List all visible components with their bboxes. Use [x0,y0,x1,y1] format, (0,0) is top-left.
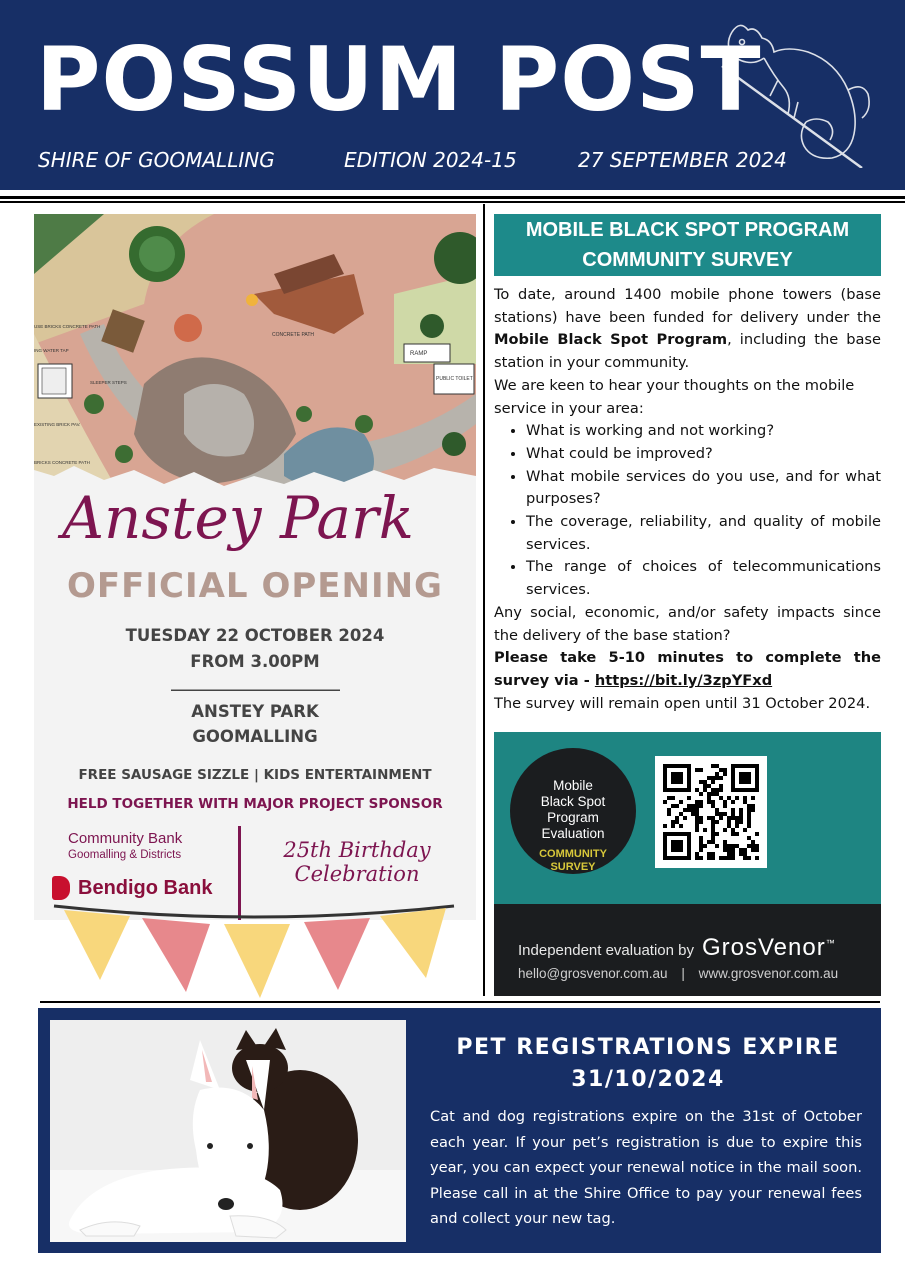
birthday-line-2: Celebration [294,862,420,887]
badge-line-3: Program [547,810,599,825]
qr-code-icon[interactable] [655,756,767,868]
plan-label-use-bricks: USE BRICKS CONCRETE PATH [34,324,101,329]
survey-closing: The survey will remain open until 31 October 2024. [494,694,871,712]
plan-label-existing: EXISTING BRICK PAV. [34,422,81,427]
bendigo-bank-name: Bendigo Bank [78,876,213,899]
badge-line-1: Mobile [553,778,593,793]
plan-label-ramp: RAMP [410,351,428,357]
shire-name: SHIRE OF GOOMALLING [38,148,275,172]
community-bank-logo [68,830,182,861]
poster-headline: OFFICIAL OPENING [67,566,443,606]
list-item: • The coverage, reliability, and quality of mobile services. [526,511,881,556]
survey-heading [494,214,881,276]
plan-label-toilet: PUBLIC TOILET [436,376,473,382]
contact-email[interactable]: hello@grosvenor.com.au [518,966,668,981]
pet-heading [430,1032,866,1096]
pet-article-body: Cat and dog registrations expire on the 31st of October each year. If your pet’s registration is due to expire this year, you can expect your renewal notice in the mail soon. Please call in at the Shire Office to pay your renewal fees and collect your new tag. [430,1108,862,1228]
list-item: • The range of choices of telecommunications services. [526,556,881,601]
survey-heading-line-2: COMMUNITY SURVEY [582,249,793,271]
badge-line-2: Black Spot [540,794,606,809]
bunting-flags-icon [34,900,476,1000]
pet-registration-section [38,1008,881,1253]
park-landscape-plan [34,214,476,504]
masthead-rule [0,196,905,199]
evaluation-badge [510,748,636,874]
event-time: FROM 3.00PM [190,652,320,671]
survey-article [494,284,881,715]
brand-name: GrosVenor [701,934,826,961]
section-rule [40,1001,880,1003]
newsletter-title: POSSUM POST [36,28,762,131]
plan-label-bricks: BRICKS CONCRETE PATH [34,460,90,465]
poster-separator: ________________________ [171,672,339,691]
badge-tag-2: SURVEY [550,861,596,873]
sponsor-line: HELD TOGETHER WITH MAJOR PROJECT SPONSOR [67,796,443,812]
list-item: • What is working and not working? [526,420,881,443]
poster-script-title: Anstey Park [62,484,414,552]
community-bank-sub: Goomalling & Districts [68,849,182,861]
list-item: • What could be improved? [526,443,881,466]
possum-logo-icon [712,18,882,168]
qr-code-pattern [663,764,759,860]
masthead-rule-thin [0,201,905,203]
pet-heading-line-1: PET REGISTRATIONS EXPIRE [456,1035,840,1060]
program-name: Mobile Black Spot Program [494,331,728,349]
survey-heading-line-1: MOBILE BLACK SPOT PROGRAM [525,219,850,241]
birthday-line-1: 25th Birthday [283,838,431,862]
contact-divider: | [681,966,685,981]
survey-cta [494,647,881,692]
bendigo-bank-logo [52,876,212,900]
community-bank-name: Community Bank [68,830,183,847]
bendigo-b-icon [52,876,70,900]
badge-tag [510,848,636,874]
plan-label-tap: ING WATER TAP [34,348,69,353]
plan-label-concrete: CONCRETE PATH [272,332,315,338]
cta-text: Please take 5-10 minutes to complete the survey via - [494,649,881,689]
contact-info [518,966,838,981]
grosvenor-survey-card [494,732,881,996]
contact-website[interactable]: www.grosvenor.com.au [698,966,839,981]
issue-date: 27 SEPTEMBER 2024 [578,148,787,172]
dog-and-cat-image [50,1020,406,1242]
survey-intro [494,284,881,375]
survey-impacts: Any social, economic, and/or safety impacts since the delivery of the base station? [494,603,881,644]
column-divider [483,204,485,996]
brand-tm: ™ [825,938,836,948]
plan-label-steps: SLEEPER STEPS [90,380,127,385]
survey-questions [526,420,881,602]
masthead [0,0,905,190]
event-features: FREE SAUSAGE SIZZLE | KIDS ENTERTAINMENT [78,767,432,783]
survey-keen: We are keen to hear your thoughts on the mobile service in your area: [494,376,855,417]
venue-town: GOOMALLING [192,727,318,746]
list-item: • What mobile services do you use, and for what purposes? [526,466,881,511]
intro-text-end: , including the base station in your community. [494,331,881,372]
birthday-celebration [262,838,452,886]
intro-text: To date, around 1400 mobile phone towers (base stations) have been funded for delivery under the [494,286,881,326]
grosvenor-logo [702,934,836,962]
badge-line-4: Evaluation [541,826,605,841]
badge-tag-1: COMMUNITY [539,848,607,860]
independent-text: Independent evaluation by [518,942,694,959]
venue-name: ANSTEY PARK [191,702,319,721]
survey-link[interactable]: https://bit.ly/3zpYFxd [594,671,773,689]
pet-photo [50,1020,406,1242]
independent-evaluation [518,934,836,962]
event-date: TUESDAY 22 OCTOBER 2024 [125,626,385,645]
pet-heading-line-2: 31/10/2024 [571,1067,725,1092]
edition-number: EDITION 2024-15 [344,148,517,172]
